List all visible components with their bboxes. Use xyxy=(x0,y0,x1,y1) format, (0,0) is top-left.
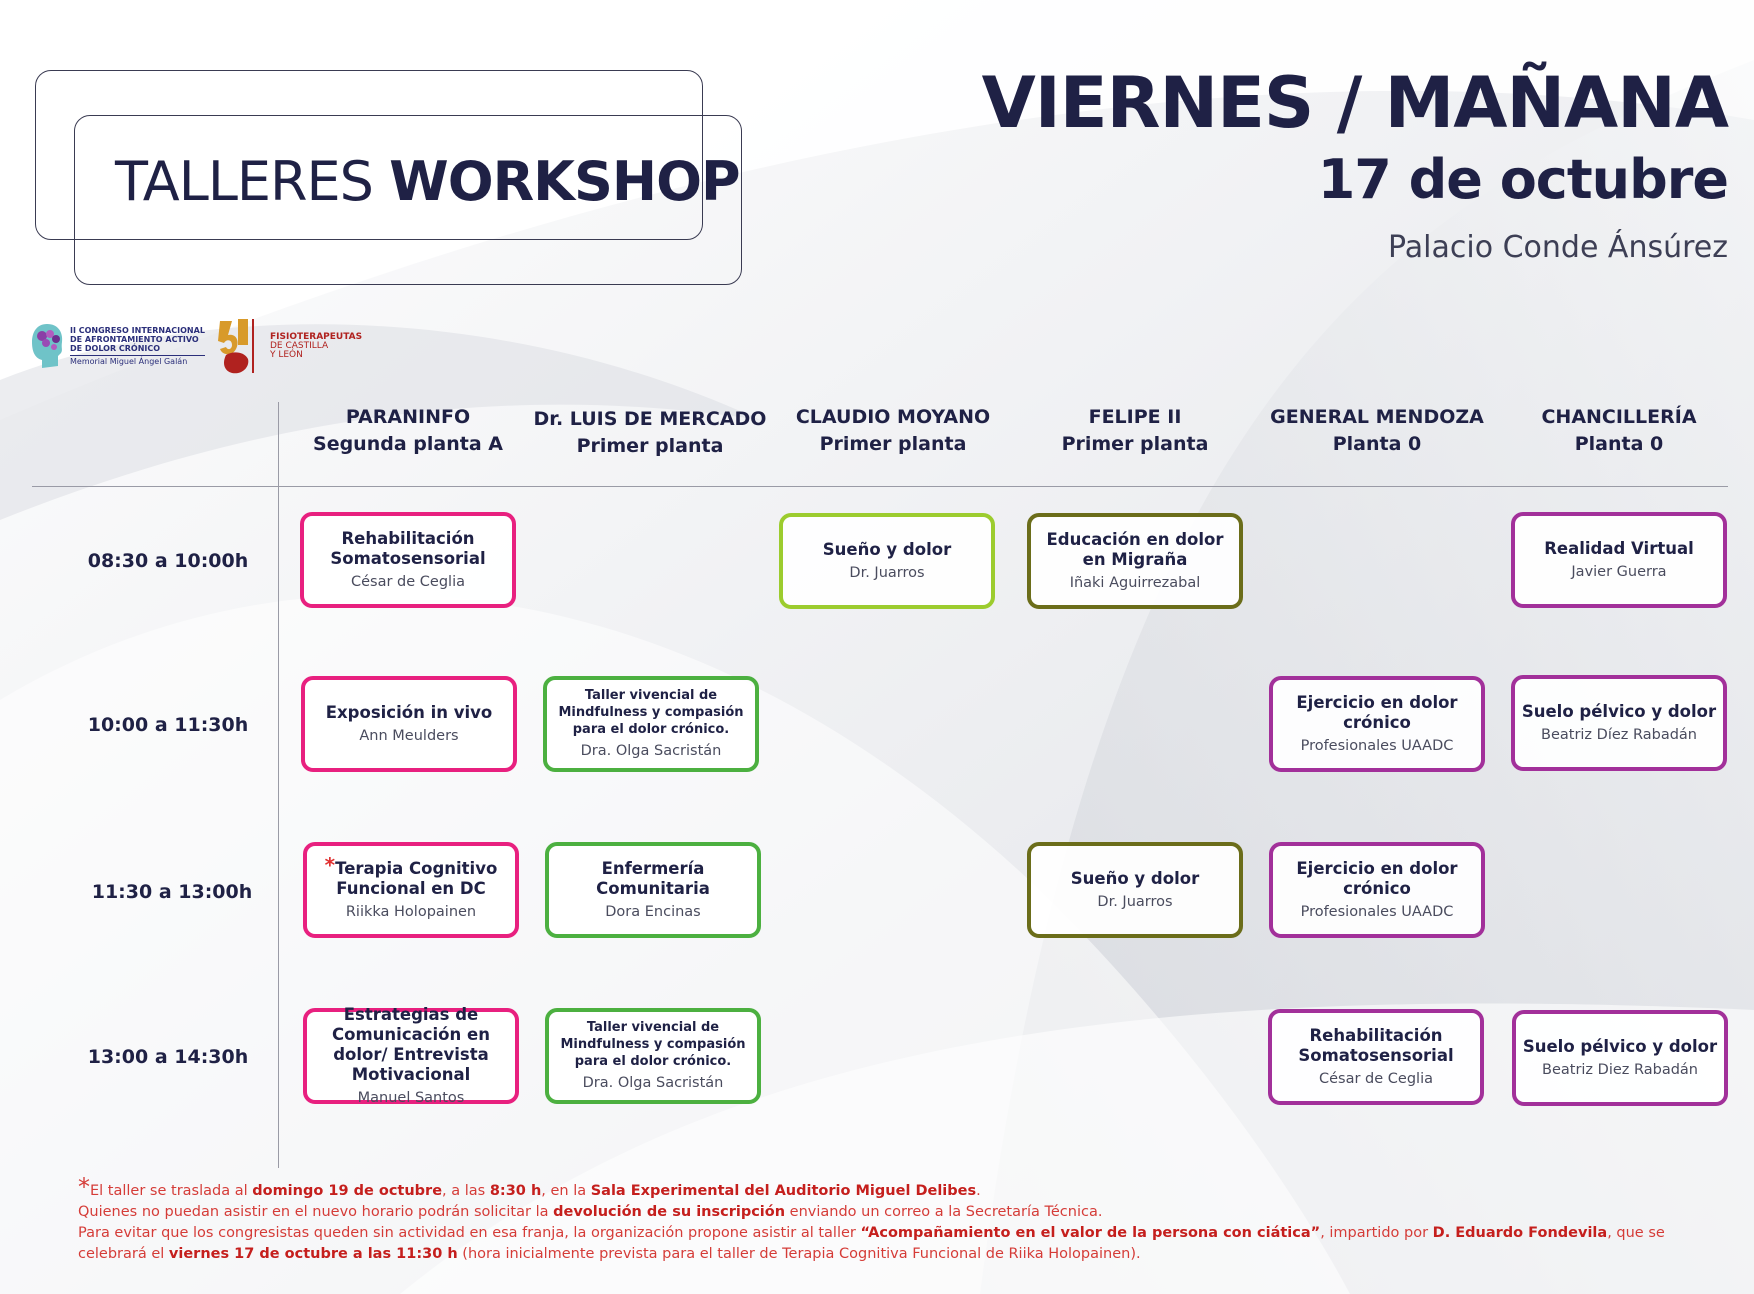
footnote-text: El taller se traslada al xyxy=(90,1183,253,1199)
session-title: Taller vivencial de Mindfulness y compasión para el dolor crónico. xyxy=(560,1020,746,1069)
room-name: Dr. LUIS DE MERCADO xyxy=(533,408,767,430)
session-sueno-y-dolor[interactable] xyxy=(1027,842,1243,938)
congress-logo-line3: DE DOLOR CRÓNICO xyxy=(70,344,161,353)
session-title-text: Terapia Cognitivo Funcional en DC xyxy=(335,858,498,898)
session-ejercicio-dolor-cronico[interactable] xyxy=(1269,676,1485,772)
footnote-alternative-time: viernes 17 de octubre a las 11:30 h xyxy=(168,1246,458,1262)
room-floor: Planta 0 xyxy=(1332,433,1422,455)
footnote-text: , a las xyxy=(442,1183,490,1199)
grid-vertical-divider xyxy=(278,402,279,1168)
anniversary-emblem-icon xyxy=(218,315,266,377)
college-logo-line1: FISIOTERAPEUTAS xyxy=(270,331,363,342)
session-terapia-cognitivo-funcional[interactable] xyxy=(303,842,519,938)
room-name: CHANCILLERÍA xyxy=(1541,406,1697,428)
session-speaker: César de Ceglia xyxy=(1319,1070,1433,1087)
congress-logo-line4: Memorial Miguel Ángel Galán xyxy=(70,355,205,366)
footnote-text: , en la xyxy=(541,1183,591,1199)
session-speaker: Ann Meulders xyxy=(359,727,459,744)
congress-logo-line2: DE AFRONTAMIENTO ACTIVO xyxy=(70,335,199,344)
session-speaker: Dr. Juarros xyxy=(849,564,925,581)
room-name: PARANINFO xyxy=(345,406,471,428)
session-title xyxy=(313,852,509,899)
time-slot-3: 11:30 a 13:00h xyxy=(91,881,253,903)
relocation-asterisk: * xyxy=(324,852,336,877)
session-title: Exposición in vivo xyxy=(325,702,493,722)
session-enfermeria-comunitaria[interactable] xyxy=(545,842,761,938)
day-heading: VIERNES / MAÑANA xyxy=(981,62,1728,144)
session-title: Educación en dolor en Migraña xyxy=(1046,529,1224,569)
session-sueno-y-dolor[interactable] xyxy=(779,513,995,609)
session-speaker: Dra. Olga Sacristán xyxy=(582,1075,724,1091)
session-title: Suelo pélvico y dolor xyxy=(1522,1036,1718,1056)
room-floor: Segunda planta A xyxy=(313,433,503,455)
session-educacion-migrana[interactable] xyxy=(1027,513,1243,609)
room-header-mendoza xyxy=(1257,404,1497,458)
room-header-mercado xyxy=(530,406,770,460)
session-title: Rehabilitación Somatosensorial xyxy=(1298,1025,1454,1065)
footnote-new-time: 8:30 h xyxy=(489,1183,542,1199)
date-heading: 17 de octubre xyxy=(1317,148,1728,211)
title-bold: WORKSHOP xyxy=(389,150,740,213)
head-profile-icon xyxy=(30,322,64,370)
footnote-refund: devolución de su inscripción xyxy=(553,1204,786,1220)
time-slot-4: 13:00 a 14:30h xyxy=(87,1046,249,1068)
session-title: Ejercicio en dolor crónico xyxy=(1296,858,1458,898)
room-floor: Primer planta xyxy=(1061,433,1209,455)
session-speaker: Beatriz Díez Rabadán xyxy=(1541,726,1697,743)
footnote-new-date: domingo 19 de octubre xyxy=(252,1183,443,1199)
relocation-footnote xyxy=(78,1173,1728,1265)
session-rehabilitacion-somatosensorial[interactable] xyxy=(1268,1009,1484,1105)
footnote-text: . xyxy=(976,1183,981,1199)
room-name: GENERAL MENDOZA xyxy=(1270,406,1484,428)
room-header-moyano xyxy=(773,404,1013,458)
session-title: Estrategias de Comunicación en dolor/ Entrevista Motivacional xyxy=(332,1004,490,1084)
session-speaker: Manuel Santos xyxy=(357,1089,465,1106)
footnote-asterisk: * xyxy=(78,1173,90,1201)
college-logo-line2: DE CASTILLA xyxy=(270,340,329,351)
room-floor: Primer planta xyxy=(819,433,967,455)
footnote-line-1 xyxy=(78,1173,1728,1202)
footnote-alternative-workshop: “Acompañamiento en el valor de la persona con ciática” xyxy=(860,1225,1321,1241)
room-name: FELIPE II xyxy=(1088,406,1182,428)
college-logo-line3: Y LEÓN xyxy=(270,349,303,360)
session-mindfulness[interactable] xyxy=(543,676,759,772)
session-speaker: Profesionales UAADC xyxy=(1300,903,1454,920)
session-title: Suelo pélvico y dolor xyxy=(1521,701,1717,721)
time-slot-2: 10:00 a 11:30h xyxy=(87,714,249,736)
room-header-paraninfo xyxy=(288,404,528,458)
session-speaker: Profesionales UAADC xyxy=(1300,737,1454,754)
session-title: Rehabilitación Somatosensorial xyxy=(330,528,486,568)
session-speaker: Riikka Holopainen xyxy=(345,903,477,920)
session-suelo-pelvico[interactable] xyxy=(1512,1010,1728,1106)
footnote-new-venue: Sala Experimental del Auditorio Miguel Delibes xyxy=(590,1183,977,1199)
session-realidad-virtual[interactable] xyxy=(1511,512,1727,608)
session-suelo-pelvico[interactable] xyxy=(1511,675,1727,771)
session-speaker: Dr. Juarros xyxy=(1097,893,1173,910)
footnote-speaker: D. Eduardo Fondevila xyxy=(1432,1225,1608,1241)
footnote-text: enviando un correo a la Secretaría Técnica. xyxy=(785,1204,1103,1220)
room-floor: Planta 0 xyxy=(1574,433,1664,455)
session-title: Sueño y dolor xyxy=(1070,868,1200,888)
congress-logo-line1: II CONGRESO INTERNACIONAL xyxy=(70,326,205,335)
venue-label: Palacio Conde Ánsúrez xyxy=(1388,230,1728,265)
session-title: Ejercicio en dolor crónico xyxy=(1296,692,1458,732)
footnote-line-2 xyxy=(78,1202,1728,1223)
footnote-text: , impartido por xyxy=(1320,1225,1433,1241)
session-speaker: Dra. Olga Sacristán xyxy=(580,743,722,759)
footnote-text: (hora inicialmente prevista para el taller de Terapia Cognitiva Funcional de Riika Holopainen). xyxy=(457,1246,1141,1262)
session-speaker: César de Ceglia xyxy=(351,573,465,590)
footnote-text: , que se celebrará el xyxy=(78,1225,1665,1262)
session-title: Taller vivencial de Mindfulness y compasión para el dolor crónico. xyxy=(558,688,744,737)
footnote-line-3 xyxy=(78,1223,1728,1265)
session-speaker: Beatriz Diez Rabadán xyxy=(1542,1061,1698,1078)
room-floor: Primer planta xyxy=(576,435,724,457)
session-speaker: Iñaki Aguirrezabal xyxy=(1069,574,1201,591)
congress-logo xyxy=(30,322,205,370)
room-name: CLAUDIO MOYANO xyxy=(795,406,991,428)
session-title: Sueño y dolor xyxy=(822,539,952,559)
grid-horizontal-divider xyxy=(32,486,1728,487)
session-mindfulness[interactable] xyxy=(545,1008,761,1104)
college-logo xyxy=(218,315,362,377)
session-rehabilitacion-somatosensorial[interactable] xyxy=(300,512,516,608)
room-header-chancilleria xyxy=(1499,404,1739,458)
session-estrategias-comunicacion[interactable] xyxy=(303,1004,519,1106)
session-title: Enfermería Comunitaria xyxy=(596,858,710,898)
time-slot-1: 08:30 a 10:00h xyxy=(87,550,249,572)
session-speaker: Javier Guerra xyxy=(1571,563,1667,580)
session-title: Realidad Virtual xyxy=(1544,538,1694,558)
session-ejercicio-dolor-cronico[interactable] xyxy=(1269,842,1485,938)
session-speaker: Dora Encinas xyxy=(605,903,701,920)
room-header-felipe xyxy=(1015,404,1255,458)
title-light: TALLERES xyxy=(115,150,373,213)
footnote-text: Para evitar que los congresistas queden sin actividad en esa franja, la organización propone asistir al taller xyxy=(78,1225,861,1241)
session-exposicion-in-vivo[interactable] xyxy=(301,676,517,772)
footnote-text: Quienes no puedan asistir en el nuevo horario podrán solicitar la xyxy=(78,1204,554,1220)
page-title xyxy=(115,150,740,213)
